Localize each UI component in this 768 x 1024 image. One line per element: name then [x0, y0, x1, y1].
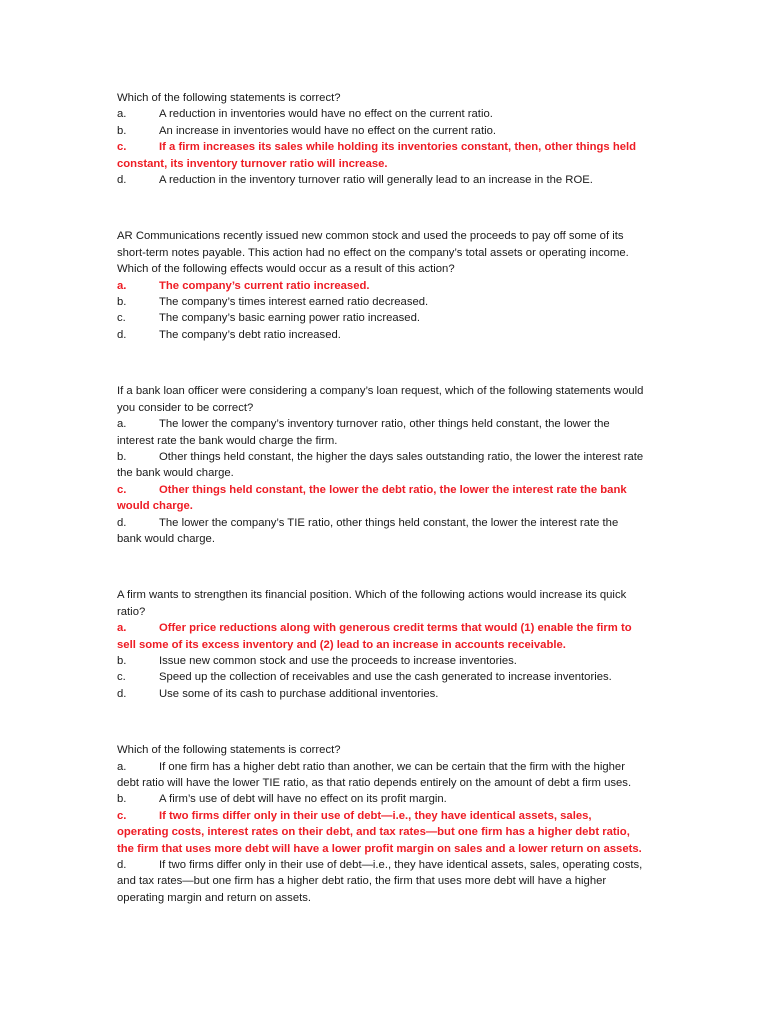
- question-spacer: [117, 547, 645, 587]
- option-letter: d.: [117, 859, 127, 872]
- answer-option: [117, 686, 645, 702]
- option-text: Speed up the collection of receivables and use the cash generated to increase inventories.: [159, 671, 612, 684]
- answer-option: [117, 653, 645, 669]
- answer-option: [117, 416, 645, 449]
- option-text: If one firm has a higher debt ratio than another, we can be certain that the firm with the higher debt ratio will have the lower TIE ratio, as that ratio depends entirely on the amount of debt a firm uses.: [117, 760, 632, 789]
- answer-option: [117, 759, 645, 792]
- option-letter: a.: [117, 418, 127, 431]
- answer-option: [117, 310, 645, 326]
- question-stem: If a bank loan officer were considering a company’s loan request, which of the following statements would you consider to be correct?: [117, 385, 644, 414]
- question-block: [117, 228, 645, 343]
- option-text: The company’s current ratio increased.: [159, 279, 370, 292]
- option-text: A firm’s use of debt will have no effect on its profit margin.: [159, 793, 447, 806]
- question-stem: AR Communications recently issued new common stock and used the proceeds to pay off some of its short-term notes payable. This action had no effect on the company’s total assets or operating income. Which of the following effects would occur as a result of this action?: [117, 230, 629, 276]
- option-text: Offer price reductions along with generous credit terms that would (1) enable the firm to sell some of its excess inventory and (2) lead to an increase in accounts receivable.: [117, 622, 632, 651]
- option-text: The company’s debt ratio increased.: [159, 328, 341, 341]
- option-text: Other things held constant, the higher the days sales outstanding ratio, the lower the interest rate the bank would charge.: [117, 450, 644, 480]
- answer-option: [117, 669, 645, 685]
- answer-option: [117, 857, 645, 906]
- question-stem: Which of the following statements is correct?: [117, 744, 341, 757]
- option-text: If two firms differ only in their use of debt—i.e., they have identical assets, sales, operating costs, interest rates on their debt, and tax rates—but one firm has a higher debt ratio, the firm that uses more debt will have a lower profit margin on sales and a lower return on assets.: [117, 809, 642, 855]
- option-letter: b.: [117, 793, 127, 806]
- question-block: [117, 587, 645, 702]
- correct-answer-option: [117, 620, 645, 653]
- option-letter: c.: [117, 483, 127, 496]
- option-letter: b.: [117, 124, 127, 137]
- question-block: [117, 742, 645, 906]
- answer-option: [117, 106, 645, 122]
- option-letter: d.: [117, 516, 127, 529]
- answer-option: [117, 327, 645, 343]
- option-text: Other things held constant, the lower the debt ratio, the lower the interest rate the bank would charge.: [117, 483, 627, 513]
- option-letter: d.: [117, 174, 127, 187]
- question-spacer: [117, 702, 645, 742]
- option-text: Issue new common stock and use the proceeds to increase inventories.: [159, 654, 517, 667]
- option-text: An increase in inventories would have no effect on the current ratio.: [159, 124, 497, 137]
- question-spacer: [117, 188, 645, 228]
- question-spacer: [117, 343, 645, 383]
- option-letter: c.: [117, 809, 127, 822]
- option-letter: b.: [117, 450, 127, 463]
- option-letter: b.: [117, 296, 127, 309]
- option-letter: a.: [117, 622, 127, 635]
- answer-option: [117, 515, 645, 548]
- correct-answer-option: [117, 482, 645, 515]
- option-letter: a.: [117, 279, 127, 292]
- option-letter: b.: [117, 654, 127, 667]
- answer-option: [117, 172, 645, 188]
- option-text: The company’s basic earning power ratio increased.: [159, 312, 421, 325]
- question-stem: A firm wants to strengthen its financial position. Which of the following actions would increase its quick ratio?: [117, 589, 627, 618]
- correct-answer-option: [117, 278, 645, 294]
- option-letter: a.: [117, 760, 127, 773]
- option-text: The lower the company’s inventory turnover ratio, other things held constant, the lower the interest rate the bank would charge the firm.: [117, 418, 610, 447]
- answer-option: [117, 294, 645, 310]
- answer-option: [117, 791, 645, 807]
- option-letter: c.: [117, 141, 127, 154]
- document-page: [117, 90, 645, 906]
- option-letter: c.: [117, 671, 126, 684]
- correct-answer-option: [117, 139, 645, 172]
- option-letter: c.: [117, 312, 126, 325]
- option-text: If two firms differ only in their use of debt—i.e., they have identical assets, sales, operating costs, and tax rates—but one firm has a higher debt ratio, the firm that uses more debt will have a higher operating margin and return on assets.: [117, 859, 643, 904]
- question-block: [117, 383, 645, 547]
- option-letter: d.: [117, 687, 127, 700]
- option-text: Use some of its cash to purchase additional inventories.: [159, 687, 439, 700]
- option-text: If a firm increases its sales while holding its inventories constant, then, other things held constant, its inventory turnover ratio will increase.: [117, 141, 637, 170]
- option-letter: a.: [117, 108, 127, 121]
- answer-option: [117, 123, 645, 139]
- option-letter: d.: [117, 328, 127, 341]
- option-text: A reduction in inventories would have no effect on the current ratio.: [159, 108, 493, 121]
- option-text: The lower the company’s TIE ratio, other things held constant, the lower the interest rate the bank would charge.: [117, 516, 619, 545]
- question-block: [117, 90, 645, 188]
- answer-option: [117, 449, 645, 482]
- option-text: The company’s times interest earned ratio decreased.: [159, 296, 429, 309]
- option-text: A reduction in the inventory turnover ratio will generally lead to an increase in the ROE.: [159, 174, 593, 187]
- correct-answer-option: [117, 808, 645, 857]
- question-stem: Which of the following statements is correct?: [117, 92, 341, 104]
